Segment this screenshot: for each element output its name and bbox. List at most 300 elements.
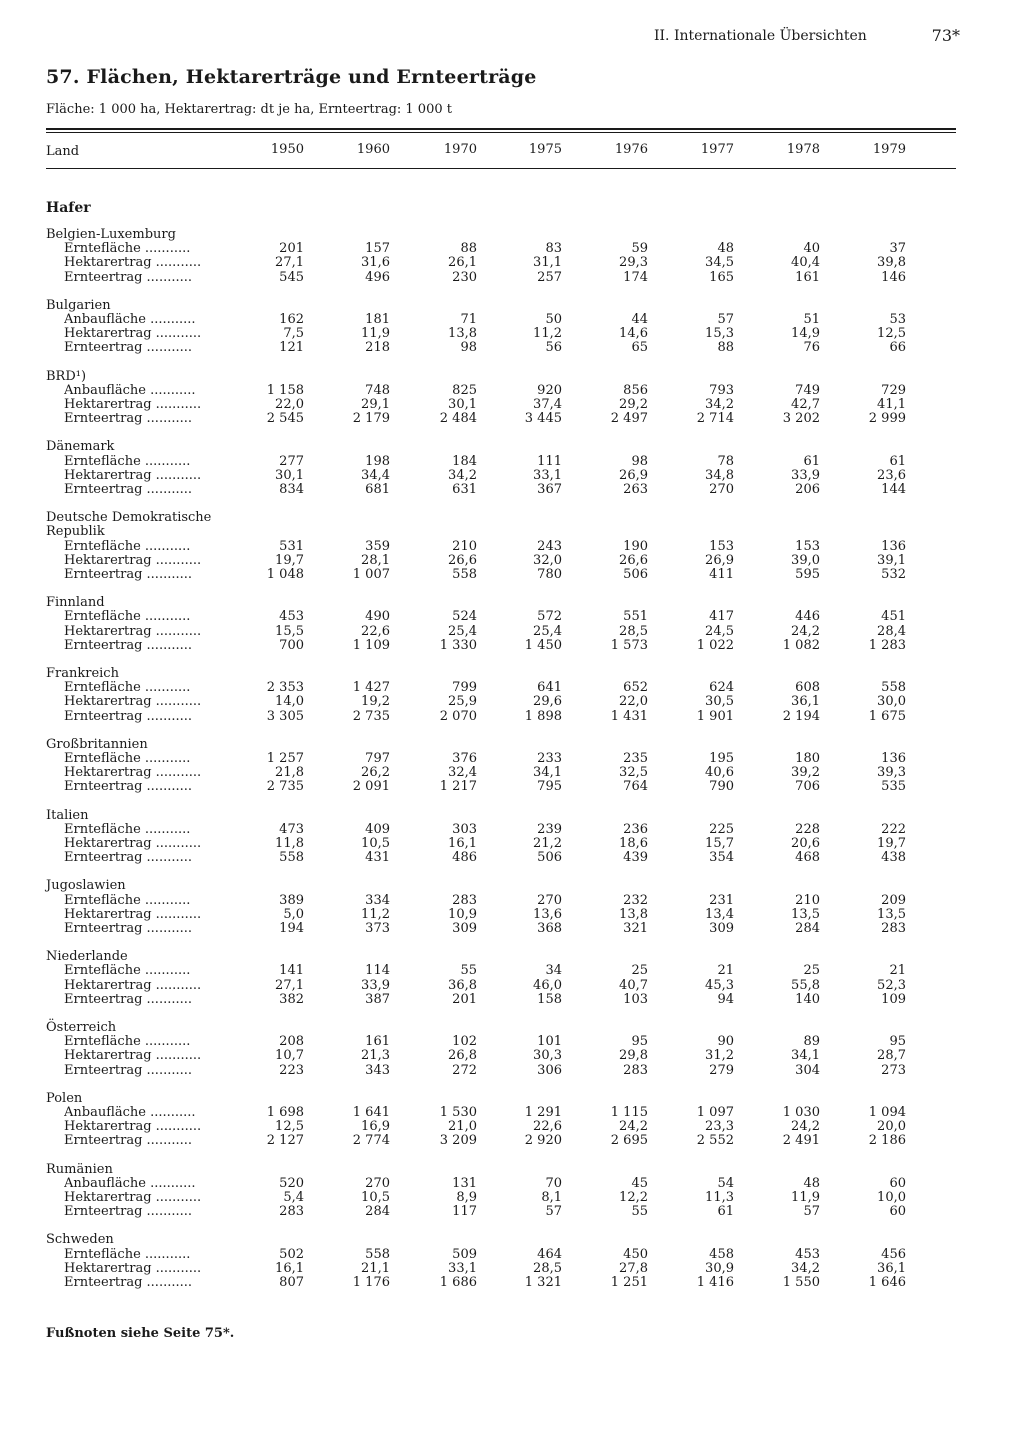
table-row bbox=[46, 256, 946, 270]
table-cell: 27,8 bbox=[619, 1260, 648, 1276]
table-cell: 243 bbox=[537, 538, 562, 554]
table-cell: 1 291 bbox=[524, 1104, 562, 1120]
measure-label: Hektarertrag ........... bbox=[64, 624, 202, 639]
table-cell: 45,3 bbox=[705, 977, 734, 993]
measure-label: Ernteertrag ........... bbox=[64, 412, 193, 427]
table-row bbox=[46, 922, 946, 936]
table-cell: 25,4 bbox=[533, 623, 562, 639]
table-cell: 102 bbox=[452, 1034, 477, 1050]
table-cell: 95 bbox=[631, 1034, 648, 1050]
table-cell: 807 bbox=[279, 1274, 304, 1290]
table-cell: 180 bbox=[795, 750, 820, 766]
table-cell: 11,9 bbox=[791, 1189, 820, 1205]
table-cell: 141 bbox=[279, 963, 304, 979]
table-cell: 11,9 bbox=[361, 326, 390, 342]
table-cell: 144 bbox=[881, 481, 906, 497]
table-cell: 30,3 bbox=[533, 1048, 562, 1064]
table-cell: 30,9 bbox=[705, 1260, 734, 1276]
table-cell: 18,6 bbox=[619, 835, 648, 851]
table-cell: 61 bbox=[717, 1204, 734, 1220]
table-cell: 1 022 bbox=[696, 637, 734, 653]
table-cell: 19,7 bbox=[877, 835, 906, 851]
table-cell: 283 bbox=[279, 1204, 304, 1220]
table-cell: 10,5 bbox=[361, 835, 390, 851]
table-cell: 453 bbox=[279, 609, 304, 625]
table-cell: 458 bbox=[709, 1246, 734, 1262]
table-cell: 284 bbox=[365, 1204, 390, 1220]
table-cell: 56 bbox=[545, 340, 562, 356]
table-cell: 21 bbox=[717, 963, 734, 979]
table-cell: 98 bbox=[631, 453, 648, 469]
table-row bbox=[46, 766, 946, 780]
table-cell: 1 530 bbox=[439, 1104, 477, 1120]
table-cell: 795 bbox=[537, 779, 562, 795]
table-cell: 209 bbox=[881, 892, 906, 908]
running-header bbox=[654, 26, 964, 48]
table-cell: 44 bbox=[631, 311, 648, 327]
table-cell: 31,1 bbox=[533, 255, 562, 271]
table-cell: 14,6 bbox=[619, 326, 648, 342]
units-note: Fläche: 1 000 ha, Hektarertrag: dt je ha, Ernteertrag: 1 000 t bbox=[46, 102, 452, 117]
table-cell: 1 450 bbox=[524, 637, 562, 653]
table-cell: 11,8 bbox=[275, 835, 304, 851]
table-cell: 270 bbox=[709, 481, 734, 497]
table-cell: 14,9 bbox=[791, 326, 820, 342]
table-cell: 32,0 bbox=[533, 552, 562, 568]
table-cell: 98 bbox=[460, 340, 477, 356]
table-cell: 34,8 bbox=[705, 467, 734, 483]
table-cell: 16,1 bbox=[448, 835, 477, 851]
table-row bbox=[46, 964, 946, 978]
country-name: Italien bbox=[46, 807, 89, 823]
table-cell: 729 bbox=[881, 382, 906, 398]
table-cell: 1 686 bbox=[439, 1274, 477, 1290]
table-cell: 22,6 bbox=[361, 623, 390, 639]
table-cell: 33,9 bbox=[361, 977, 390, 993]
table-cell: 39,3 bbox=[877, 765, 906, 781]
table-cell: 13,5 bbox=[877, 906, 906, 922]
table-cell: 30,5 bbox=[705, 694, 734, 710]
country-block bbox=[46, 1021, 946, 1092]
table-cell: 277 bbox=[279, 453, 304, 469]
measure-label: Ernteertrag ........... bbox=[64, 851, 193, 866]
table-cell: 54 bbox=[717, 1175, 734, 1191]
table-row bbox=[46, 327, 946, 341]
table-row bbox=[46, 993, 946, 1007]
table-cell: 103 bbox=[623, 991, 648, 1007]
table-cell: 30,0 bbox=[877, 694, 906, 710]
table-cell: 95 bbox=[889, 1034, 906, 1050]
table-cell: 2 920 bbox=[524, 1133, 562, 1149]
table-cell: 15,3 bbox=[705, 326, 734, 342]
measure-label: Ernteertrag ........... bbox=[64, 567, 193, 582]
table-row bbox=[46, 1191, 946, 1205]
table-cell: 263 bbox=[623, 481, 648, 497]
table-cell: 382 bbox=[279, 991, 304, 1007]
table-cell: 57 bbox=[545, 1204, 562, 1220]
table-cell: 33,9 bbox=[791, 467, 820, 483]
table-cell: 36,1 bbox=[877, 1260, 906, 1276]
country-block bbox=[46, 299, 946, 370]
table-cell: 270 bbox=[365, 1175, 390, 1191]
table-cell: 453 bbox=[795, 1246, 820, 1262]
table-cell: 26,6 bbox=[448, 552, 477, 568]
table-cell: 21,0 bbox=[448, 1119, 477, 1135]
table-cell: 29,1 bbox=[361, 396, 390, 412]
table-cell: 25,9 bbox=[448, 694, 477, 710]
table-cell: 16,1 bbox=[275, 1260, 304, 1276]
table-cell: 34,2 bbox=[791, 1260, 820, 1276]
table-cell: 456 bbox=[881, 1246, 906, 1262]
table-cell: 1 283 bbox=[868, 637, 906, 653]
table-cell: 5,0 bbox=[283, 906, 304, 922]
table-cell: 641 bbox=[537, 680, 562, 696]
table-cell: 11,2 bbox=[533, 326, 562, 342]
header-bottom-rule bbox=[46, 168, 956, 169]
table-cell: 3 305 bbox=[266, 708, 304, 724]
table-row bbox=[46, 313, 946, 327]
table-cell: 52,3 bbox=[877, 977, 906, 993]
table-cell: 37,4 bbox=[533, 396, 562, 412]
table-cell: 25 bbox=[631, 963, 648, 979]
table-cell: 16,9 bbox=[361, 1119, 390, 1135]
table-cell: 13,8 bbox=[619, 906, 648, 922]
table-cell: 1 176 bbox=[352, 1274, 390, 1290]
table-cell: 21,1 bbox=[361, 1260, 390, 1276]
table-cell: 136 bbox=[881, 750, 906, 766]
measure-label: Anbaufläche ........... bbox=[64, 312, 196, 327]
table-cell: 25 bbox=[803, 963, 820, 979]
table-cell: 26,2 bbox=[361, 765, 390, 781]
table-cell: 34,1 bbox=[533, 765, 562, 781]
table-row bbox=[46, 979, 946, 993]
table-cell: 45 bbox=[631, 1175, 648, 1191]
page-number: 73* bbox=[931, 26, 960, 45]
table-cell: 273 bbox=[881, 1062, 906, 1078]
country-block bbox=[46, 879, 946, 950]
table-cell: 464 bbox=[537, 1246, 562, 1262]
country-block bbox=[46, 228, 946, 299]
data-table bbox=[46, 228, 946, 1304]
measure-label: Ernteertrag ........... bbox=[64, 780, 193, 795]
table-cell: 26,6 bbox=[619, 552, 648, 568]
table-row bbox=[46, 851, 946, 865]
table-cell: 1 257 bbox=[266, 750, 304, 766]
measure-label: Ernteertrag ........... bbox=[64, 992, 193, 1007]
table-cell: 90 bbox=[717, 1034, 734, 1050]
table-row bbox=[46, 610, 946, 624]
table-cell: 28,7 bbox=[877, 1048, 906, 1064]
table-cell: 700 bbox=[279, 637, 304, 653]
table-cell: 30,1 bbox=[448, 396, 477, 412]
table-cell: 284 bbox=[795, 920, 820, 936]
table-cell: 450 bbox=[623, 1246, 648, 1262]
table-cell: 26,1 bbox=[448, 255, 477, 271]
table-cell: 373 bbox=[365, 920, 390, 936]
table-cell: 48 bbox=[803, 1175, 820, 1191]
country-name: Bulgarien bbox=[46, 297, 111, 313]
table-cell: 136 bbox=[881, 538, 906, 554]
table-cell: 53 bbox=[889, 311, 906, 327]
measure-label: Erntefläche ........... bbox=[64, 681, 191, 696]
table-cell: 8,1 bbox=[541, 1189, 562, 1205]
table-cell: 41,1 bbox=[877, 396, 906, 412]
table-cell: 21 bbox=[889, 963, 906, 979]
table-cell: 2 774 bbox=[352, 1133, 390, 1149]
country-block bbox=[46, 809, 946, 880]
table-cell: 12,5 bbox=[275, 1119, 304, 1135]
table-cell: 764 bbox=[623, 779, 648, 795]
footnote: Fußnoten siehe Seite 75*. bbox=[46, 1326, 235, 1341]
table-cell: 40,7 bbox=[619, 977, 648, 993]
table-cell: 71 bbox=[460, 311, 477, 327]
table-cell: 572 bbox=[537, 609, 562, 625]
table-cell: 88 bbox=[717, 340, 734, 356]
table-cell: 83 bbox=[545, 241, 562, 257]
table-cell: 1 158 bbox=[266, 382, 304, 398]
table-cell: 10,7 bbox=[275, 1048, 304, 1064]
table-row bbox=[46, 1106, 946, 1120]
table-cell: 652 bbox=[623, 680, 648, 696]
table-cell: 2 484 bbox=[439, 411, 477, 427]
measure-label: Ernteertrag ........... bbox=[64, 341, 193, 356]
table-cell: 55,8 bbox=[791, 977, 820, 993]
table-cell: 121 bbox=[279, 340, 304, 356]
table-cell: 389 bbox=[279, 892, 304, 908]
table-cell: 32,4 bbox=[448, 765, 477, 781]
country-block bbox=[46, 950, 946, 1021]
table-cell: 1 048 bbox=[266, 566, 304, 582]
table-cell: 59 bbox=[631, 241, 648, 257]
table-cell: 24,2 bbox=[791, 1119, 820, 1135]
table-cell: 78 bbox=[717, 453, 734, 469]
table-cell: 748 bbox=[365, 382, 390, 398]
table-cell: 184 bbox=[452, 453, 477, 469]
crop-heading: Hafer bbox=[46, 200, 91, 216]
measure-label: Hektarertrag ........... bbox=[64, 695, 202, 710]
country-block bbox=[46, 738, 946, 809]
table-row bbox=[46, 469, 946, 483]
country-name: Rumänien bbox=[46, 1161, 113, 1177]
measure-label: Ernteertrag ........... bbox=[64, 1205, 193, 1220]
table-cell: 439 bbox=[623, 850, 648, 866]
table-cell: 198 bbox=[365, 453, 390, 469]
table-cell: 210 bbox=[452, 538, 477, 554]
table-cell: 532 bbox=[881, 566, 906, 582]
measure-label: Hektarertrag ........... bbox=[64, 1120, 202, 1135]
table-cell: 65 bbox=[631, 340, 648, 356]
measure-label: Ernteertrag ........... bbox=[64, 709, 193, 724]
table-cell: 42,7 bbox=[791, 396, 820, 412]
table-cell: 239 bbox=[537, 821, 562, 837]
table-row bbox=[46, 1276, 946, 1290]
table-row bbox=[46, 837, 946, 851]
table-cell: 218 bbox=[365, 340, 390, 356]
table-cell: 595 bbox=[795, 566, 820, 582]
table-cell: 2 735 bbox=[266, 779, 304, 795]
measure-label: Hektarertrag ........... bbox=[64, 836, 202, 851]
table-cell: 551 bbox=[623, 609, 648, 625]
table-cell: 195 bbox=[709, 750, 734, 766]
table-cell: 1 641 bbox=[352, 1104, 390, 1120]
measure-label: Ernteertrag ........... bbox=[64, 638, 193, 653]
table-cell: 451 bbox=[881, 609, 906, 625]
table-cell: 1 217 bbox=[439, 779, 477, 795]
table-cell: 1 094 bbox=[868, 1104, 906, 1120]
table-cell: 438 bbox=[881, 850, 906, 866]
table-cell: 76 bbox=[803, 340, 820, 356]
table-cell: 34,4 bbox=[361, 467, 390, 483]
table-cell: 36,8 bbox=[448, 977, 477, 993]
table-cell: 55 bbox=[631, 1204, 648, 1220]
table-cell: 8,9 bbox=[456, 1189, 477, 1205]
section-title: II. Internationale Übersichten bbox=[654, 28, 867, 44]
country-name: Dänemark bbox=[46, 439, 115, 455]
table-row bbox=[46, 384, 946, 398]
table-cell: 780 bbox=[537, 566, 562, 582]
table-cell: 29,2 bbox=[619, 396, 648, 412]
table-cell: 228 bbox=[795, 821, 820, 837]
table-cell: 153 bbox=[709, 538, 734, 554]
table-cell: 2 353 bbox=[266, 680, 304, 696]
table-cell: 1 251 bbox=[610, 1274, 648, 1290]
table-cell: 29,3 bbox=[619, 255, 648, 271]
table-row bbox=[46, 1035, 946, 1049]
measure-label: Erntefläche ........... bbox=[64, 242, 191, 257]
country-name: Großbritannien bbox=[46, 736, 148, 752]
table-cell: 2 497 bbox=[610, 411, 648, 427]
table-cell: 309 bbox=[709, 920, 734, 936]
table-cell: 14,0 bbox=[275, 694, 304, 710]
table-cell: 1 431 bbox=[610, 708, 648, 724]
table-cell: 411 bbox=[709, 566, 734, 582]
table-cell: 20,6 bbox=[791, 835, 820, 851]
table-cell: 39,2 bbox=[791, 765, 820, 781]
table-cell: 387 bbox=[365, 991, 390, 1007]
table-row bbox=[46, 823, 946, 837]
table-cell: 25,4 bbox=[448, 623, 477, 639]
table-cell: 681 bbox=[365, 481, 390, 497]
table-cell: 2 186 bbox=[868, 1133, 906, 1149]
table-cell: 101 bbox=[537, 1034, 562, 1050]
table-cell: 223 bbox=[279, 1062, 304, 1078]
measure-label: Anbaufläche ........... bbox=[64, 1176, 196, 1191]
table-cell: 51 bbox=[803, 311, 820, 327]
table-cell: 270 bbox=[537, 892, 562, 908]
table-row bbox=[46, 681, 946, 695]
table-cell: 111 bbox=[537, 453, 562, 469]
country-block bbox=[46, 1233, 946, 1304]
table-row bbox=[46, 455, 946, 469]
table-cell: 2 695 bbox=[610, 1133, 648, 1149]
table-cell: 28,4 bbox=[877, 623, 906, 639]
table-cell: 13,6 bbox=[533, 906, 562, 922]
top-rule-thin bbox=[46, 132, 956, 133]
measure-label: Hektarertrag ........... bbox=[64, 1261, 202, 1276]
table-cell: 27,1 bbox=[275, 977, 304, 993]
table-cell: 55 bbox=[460, 963, 477, 979]
table-cell: 158 bbox=[537, 991, 562, 1007]
table-cell: 2 552 bbox=[696, 1133, 734, 1149]
table-cell: 446 bbox=[795, 609, 820, 625]
table-cell: 21,3 bbox=[361, 1048, 390, 1064]
table-cell: 825 bbox=[452, 382, 477, 398]
table-cell: 208 bbox=[279, 1034, 304, 1050]
table-cell: 161 bbox=[365, 1034, 390, 1050]
country-block bbox=[46, 440, 946, 511]
table-cell: 24,2 bbox=[791, 623, 820, 639]
table-cell: 60 bbox=[889, 1175, 906, 1191]
table-cell: 109 bbox=[881, 991, 906, 1007]
table-cell: 29,6 bbox=[533, 694, 562, 710]
country-block bbox=[46, 511, 946, 596]
table-row bbox=[46, 412, 946, 426]
table-cell: 117 bbox=[452, 1204, 477, 1220]
table-cell: 1 698 bbox=[266, 1104, 304, 1120]
table-cell: 181 bbox=[365, 311, 390, 327]
measure-label: Hektarertrag ........... bbox=[64, 978, 202, 993]
table-cell: 431 bbox=[365, 850, 390, 866]
table-row bbox=[46, 710, 946, 724]
table-cell: 34 bbox=[545, 963, 562, 979]
table-cell: 114 bbox=[365, 963, 390, 979]
table-cell: 368 bbox=[537, 920, 562, 936]
table-cell: 558 bbox=[279, 850, 304, 866]
table-row bbox=[46, 398, 946, 412]
table-cell: 490 bbox=[365, 609, 390, 625]
measure-label: Erntefläche ........... bbox=[64, 1247, 191, 1262]
table-cell: 509 bbox=[452, 1246, 477, 1262]
table-cell: 3 445 bbox=[524, 411, 562, 427]
measure-label: Erntefläche ........... bbox=[64, 1035, 191, 1050]
table-cell: 21,2 bbox=[533, 835, 562, 851]
table-row bbox=[46, 242, 946, 256]
table-cell: 28,5 bbox=[619, 623, 648, 639]
column-header-land: Land bbox=[46, 144, 80, 159]
table-cell: 22,0 bbox=[619, 694, 648, 710]
table-cell: 793 bbox=[709, 382, 734, 398]
table-cell: 3 209 bbox=[439, 1133, 477, 1149]
table-cell: 26,8 bbox=[448, 1048, 477, 1064]
table-cell: 201 bbox=[452, 991, 477, 1007]
table-cell: 11,2 bbox=[361, 906, 390, 922]
table-cell: 162 bbox=[279, 311, 304, 327]
table-row bbox=[46, 483, 946, 497]
table-cell: 19,7 bbox=[275, 552, 304, 568]
table-cell: 2 127 bbox=[266, 1133, 304, 1149]
table-cell: 502 bbox=[279, 1246, 304, 1262]
measure-label: Hektarertrag ........... bbox=[64, 766, 202, 781]
table-cell: 343 bbox=[365, 1062, 390, 1078]
measure-label: Erntefläche ........... bbox=[64, 610, 191, 625]
measure-label: Ernteertrag ........... bbox=[64, 1134, 193, 1149]
table-cell: 36,1 bbox=[791, 694, 820, 710]
table-cell: 334 bbox=[365, 892, 390, 908]
table-cell: 279 bbox=[709, 1062, 734, 1078]
table-cell: 376 bbox=[452, 750, 477, 766]
table-cell: 235 bbox=[623, 750, 648, 766]
table-cell: 558 bbox=[881, 680, 906, 696]
table-row bbox=[46, 540, 946, 554]
table-cell: 473 bbox=[279, 821, 304, 837]
table-cell: 1 550 bbox=[782, 1274, 820, 1290]
measure-label: Erntefläche ........... bbox=[64, 964, 191, 979]
table-cell: 2 194 bbox=[782, 708, 820, 724]
measure-label: Erntefläche ........... bbox=[64, 454, 191, 469]
table-cell: 531 bbox=[279, 538, 304, 554]
table-cell: 31,2 bbox=[705, 1048, 734, 1064]
table-cell: 468 bbox=[795, 850, 820, 866]
